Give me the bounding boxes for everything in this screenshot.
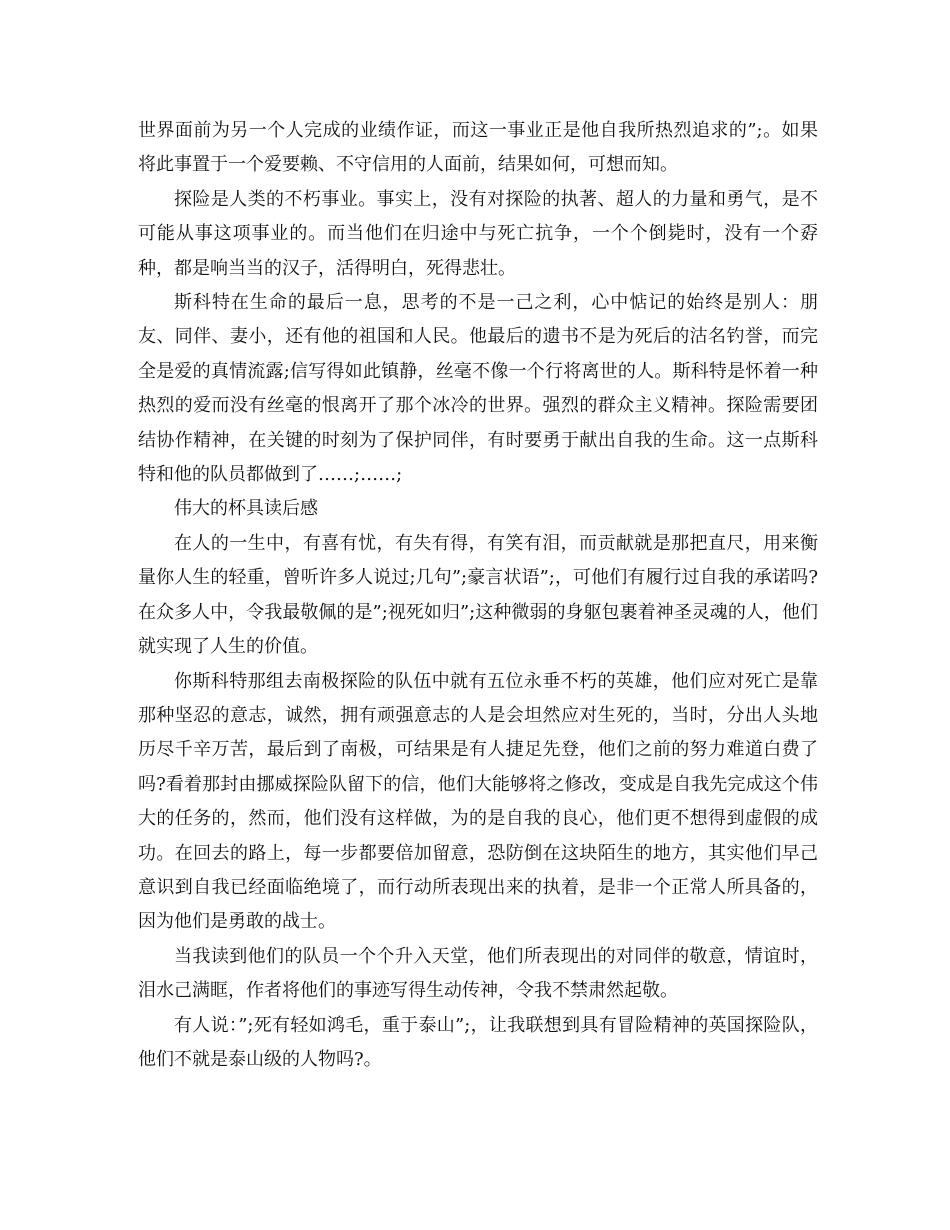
paragraph-6: 你斯科特那组去南极探险的队伍中就有五位永垂不朽的英雄，他们应对死亡是靠那种坚忍的意志，诚然，拥有顽强意志的人是会坦然应对生死的，当时，分出人头地历尽千辛万苦，最后到了南极，可结果是有人捷足先登，他们之前的努力难道白费了吗?看着那封由挪威探险队留下的信，他们大能够将之修改，变成是自我先完成这个伟大的任务的，然而，他们没有这样做，为的是自我的良心，他们更不想得到虚假的成功。在回去的路上，每一步都要倍加留意，恐防倒在这块陌生的地方，其实他们早己意识到自我已经面临绝境了，而行动所表现出来的执着，是非一个正常人所具备的，因为他们是勇敢的战士。	[138, 670, 818, 933]
paragraph-3: 斯科特在生命的最后一息，思考的不是一己之利，心中惦记的始终是别人：朋友、同伴、妻小，还有他的祖国和人民。他最后的遗书不是为死后的沽名钓誉，而完全是爱的真情流露;信写得如此镇静，丝毫不像一个行将离世的人。斯科特是怀着一种热烈的爱而没有丝毫的恨离开了那个冰冷的世界。强烈的群众主义精神。探险需要团结协作精神，在关键的时刻为了保护同伴，有时要勇于献出自我的生命。这一点斯科特和他的队员都做到了……;……;	[138, 292, 818, 486]
section-heading: 伟大的杯具读后感	[174, 498, 318, 520]
paragraph-5: 在人的一生中，有喜有忧，有失有得，有笑有泪，而贡献就是那把直尺，用来衡量你人生的轻重，曾听许多人说过;几句”;豪言状语”;，可他们有履行过自我的承诺吗?在众多人中，令我最敬佩的是”;视死如归”;这种微弱的身躯包裹着神圣灵魂的人，他们就实现了人生的价值。	[138, 532, 818, 658]
paragraph-7: 当我读到他们的队员一个个升入天堂，他们所表现出的对同伴的敬意，情谊时，泪水己满眶，作者将他们的事迹写得生动传神，令我不禁肃然起敬。	[138, 945, 818, 1002]
document-body	[138, 114, 818, 1077]
paragraph-8: 有人说：”;死有轻如鸿毛，重于泰山”;，让我联想到具有冒险精神的英国探险队，他们不就是泰山级的人物吗?。	[138, 1014, 818, 1070]
paragraph-1: 世界面前为另一个人完成的业绩作证，而这一事业正是他自我所热烈追求的”;。如果将此事置于一个爱要赖、不守信用的人面前，结果如何，可想而知。	[138, 120, 818, 176]
paragraph-2: 探险是人类的不朽事业。事实上，没有对探险的执著、超人的力量和勇气，是不可能从事这项事业的。而当他们在归途中与死亡抗争，一个个倒毙时，没有一个孬种，都是响当当的汉子，活得明白，死得悲壮。	[138, 188, 818, 279]
